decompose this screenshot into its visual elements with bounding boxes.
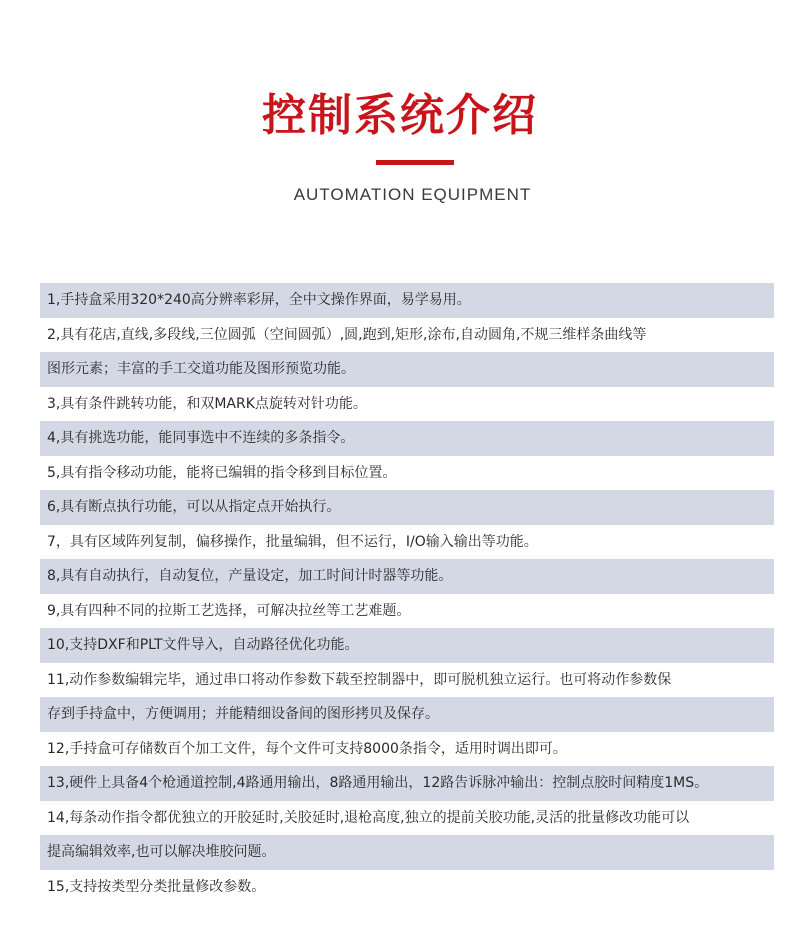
feature-row-text: 6,具有断点执行功能，可以从指定点开始执行。 bbox=[47, 499, 341, 515]
feature-row bbox=[40, 835, 774, 870]
feature-list bbox=[40, 283, 774, 904]
title-underline bbox=[376, 160, 454, 165]
feature-row bbox=[40, 490, 774, 525]
feature-row bbox=[40, 387, 774, 422]
feature-row bbox=[40, 732, 774, 767]
feature-row-text: 1,手持盒采用320*240高分辨率彩屏，全中文操作界面，易学易用。 bbox=[47, 292, 471, 308]
feature-row-text: 2,具有花店,直线,多段线,三位圆弧（空间圆弧）,圆,跑到,矩形,涂布,自动圆角,不规三维样条曲线等 bbox=[47, 326, 647, 343]
feature-row-text: 提高编辑效率,也可以解决堆胶问题。 bbox=[47, 844, 276, 860]
page-subtitle: AUTOMATION EQUIPMENT bbox=[293, 185, 532, 204]
feature-row bbox=[40, 594, 774, 629]
feature-row bbox=[40, 559, 774, 594]
feature-row-text: 12,手持盒可存储数百个加工文件，每个文件可支持8000条指令，适用时调出即可。 bbox=[47, 740, 567, 757]
feature-row-text: 8,具有自动执行，自动复位，产量设定，加工时间计时器等功能。 bbox=[47, 568, 453, 584]
feature-row bbox=[40, 318, 774, 353]
feature-row bbox=[40, 766, 774, 801]
feature-row bbox=[40, 525, 774, 560]
feature-row bbox=[40, 870, 774, 905]
feature-row-text: 13,硬件上具备4个枪通道控制,4路通用输出，8路通用输出，12路告诉脉冲输出：控制点胶时间精度1MS。 bbox=[47, 775, 709, 791]
feature-row bbox=[40, 663, 774, 698]
feature-row bbox=[40, 456, 774, 491]
feature-row bbox=[40, 628, 774, 663]
feature-row bbox=[40, 352, 774, 387]
feature-row-text: 5,具有指令移动功能，能将已编辑的指令移到目标位置。 bbox=[47, 464, 397, 481]
feature-row-text: 9,具有四种不同的拉斯工艺选择，可解决拉丝等工艺难题。 bbox=[47, 602, 411, 619]
feature-row bbox=[40, 421, 774, 456]
feature-row-text: 15,支持按类型分类批量修改参数。 bbox=[47, 878, 266, 895]
feature-row-text: 7，具有区域阵列复制，偏移操作，批量编辑，但不运行，I/O输入输出等功能。 bbox=[47, 533, 538, 550]
page-title: 控制系统介绍 bbox=[262, 90, 538, 141]
feature-row-text: 4,具有挑选功能，能同事选中不连续的多条指令。 bbox=[47, 430, 355, 446]
feature-row bbox=[40, 801, 774, 836]
feature-row-text: 14,每条动作指令都优独立的开胶延时,关胶延时,退枪高度,独立的提前关胶功能,灵活的批量修改功能可以 bbox=[47, 809, 690, 826]
feature-row-text: 11,动作参数编辑完毕，通过串口将动作参数下载至控制器中，即可脱机独立运行。也可将动作参数保 bbox=[47, 671, 672, 688]
feature-row-text: 图形元素；丰富的手工交道功能及图形预览功能。 bbox=[47, 361, 355, 377]
feature-row-text: 3,具有条件跳转功能，和双MARK点旋转对针功能。 bbox=[47, 395, 367, 412]
feature-row bbox=[40, 697, 774, 732]
feature-row-text: 存到手持盒中，方便调用；并能精细设备间的图形拷贝及保存。 bbox=[47, 706, 439, 722]
feature-row bbox=[40, 283, 774, 318]
feature-row-text: 10,支持DXF和PLT文件导入，自动路径优化功能。 bbox=[47, 637, 359, 653]
